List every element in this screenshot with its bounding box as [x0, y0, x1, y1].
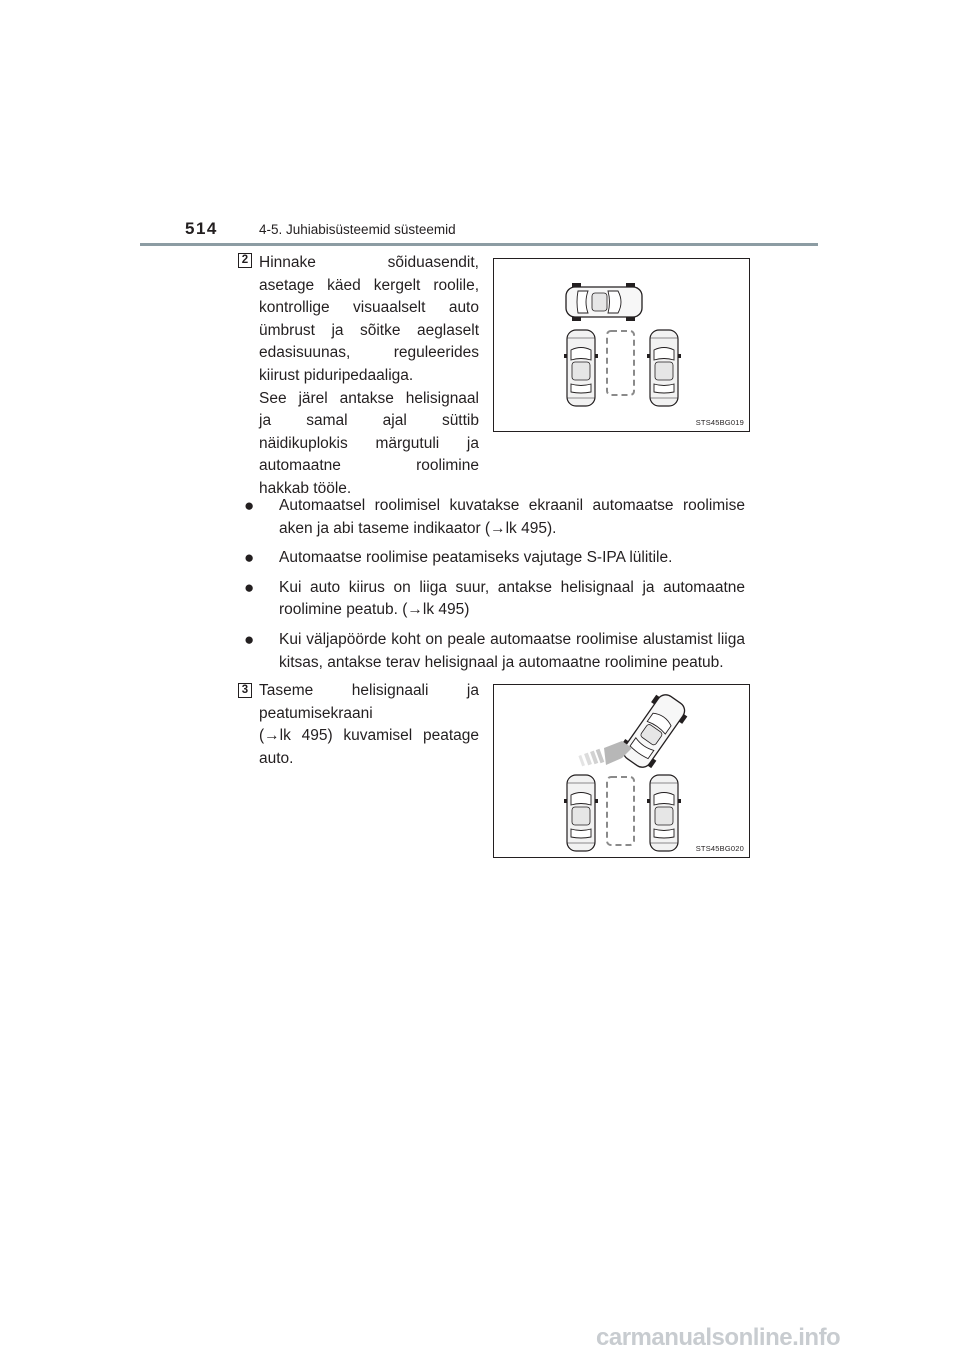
step-2-paragraph — [259, 252, 479, 501]
watermark-logo: carmanualsonline.info — [596, 1324, 841, 1351]
bullet-icon: ● — [244, 496, 255, 515]
step-2-line: asetage käed kergelt roolile, — [259, 276, 479, 294]
page-number: 514 — [185, 219, 218, 238]
step-marker-3: 3 — [238, 683, 252, 698]
ego-car — [566, 283, 642, 321]
list-item — [244, 577, 745, 622]
ego-car-reversing — [617, 689, 692, 773]
target-space — [607, 777, 634, 845]
parked-car-right — [647, 775, 681, 851]
step-2-line: edasisuunas, reguleerides — [259, 344, 479, 362]
bullet-icon: ● — [244, 548, 255, 568]
header-divider — [140, 243, 818, 246]
movement-arrow — [578, 741, 632, 766]
step-2-line: automaatne roolimine — [259, 457, 479, 475]
parked-car-left — [564, 775, 598, 851]
list-item — [244, 547, 745, 570]
bullet-text: Automaatse roolimise peatamiseks vajutage S-IPA lülitile. — [279, 549, 673, 567]
step-2-line: ümbrust ja sõitke aeglaselt — [259, 321, 479, 339]
bullet-text: Automaatsel roolimisel kuvatakse ekraanil automaatse roolimise aken ja abi taseme indikaator (→lk 495). — [279, 497, 745, 537]
step-2-line: kiirust piduripedaaliga. — [259, 366, 414, 384]
parking-illustration-1 — [494, 259, 749, 431]
section-title: 4-5. Juhiabisüsteemid süsteemid — [259, 222, 456, 237]
list-item — [244, 495, 745, 540]
parked-car-left — [564, 330, 598, 406]
figure-id: STS45BG020 — [695, 844, 744, 853]
step-3-line: peatumisekraani — [259, 704, 373, 722]
step-2-line: näidikuplokis märgutuli ja — [259, 434, 479, 452]
figure-parking-stop — [493, 684, 750, 858]
step-2-line: See järel antakse helisignaal — [259, 389, 479, 407]
step-3-line: Taseme helisignaali ja — [259, 682, 479, 699]
parked-car-right — [647, 330, 681, 406]
figure-id: STS45BG019 — [695, 418, 744, 427]
step-3-line: (→lk 495) kuvamisel peatage — [259, 727, 479, 745]
step-marker-2: 2 — [238, 253, 252, 268]
figure-parking-start — [493, 258, 750, 432]
step-2-line: hakkab tööle. — [259, 479, 352, 497]
notes-list — [244, 495, 745, 681]
step-3-paragraph — [259, 680, 479, 770]
step-2-line: Hinnake sõiduasendit, — [259, 254, 479, 271]
bullet-text: Kui auto kiirus on liiga suur, antakse helisignaal ja automaatne roolimine peatub. (→lk 495) — [279, 578, 745, 619]
step-2-line: kontrollige visuaalselt auto — [259, 299, 479, 317]
list-item — [244, 629, 745, 674]
step-3-line: auto. — [259, 749, 294, 767]
target-space — [607, 331, 634, 395]
bullet-icon: ● — [244, 629, 255, 649]
parking-illustration-2 — [494, 685, 749, 857]
step-2-line: ja samal ajal süttib — [259, 412, 479, 430]
bullet-text: Kui väljapöörde koht on peale automaatse roolimise alustamist liiga kitsas, antakse terav helisignaal ja automaatne roolimine peatub. — [279, 630, 745, 671]
bullet-icon: ● — [244, 577, 255, 597]
